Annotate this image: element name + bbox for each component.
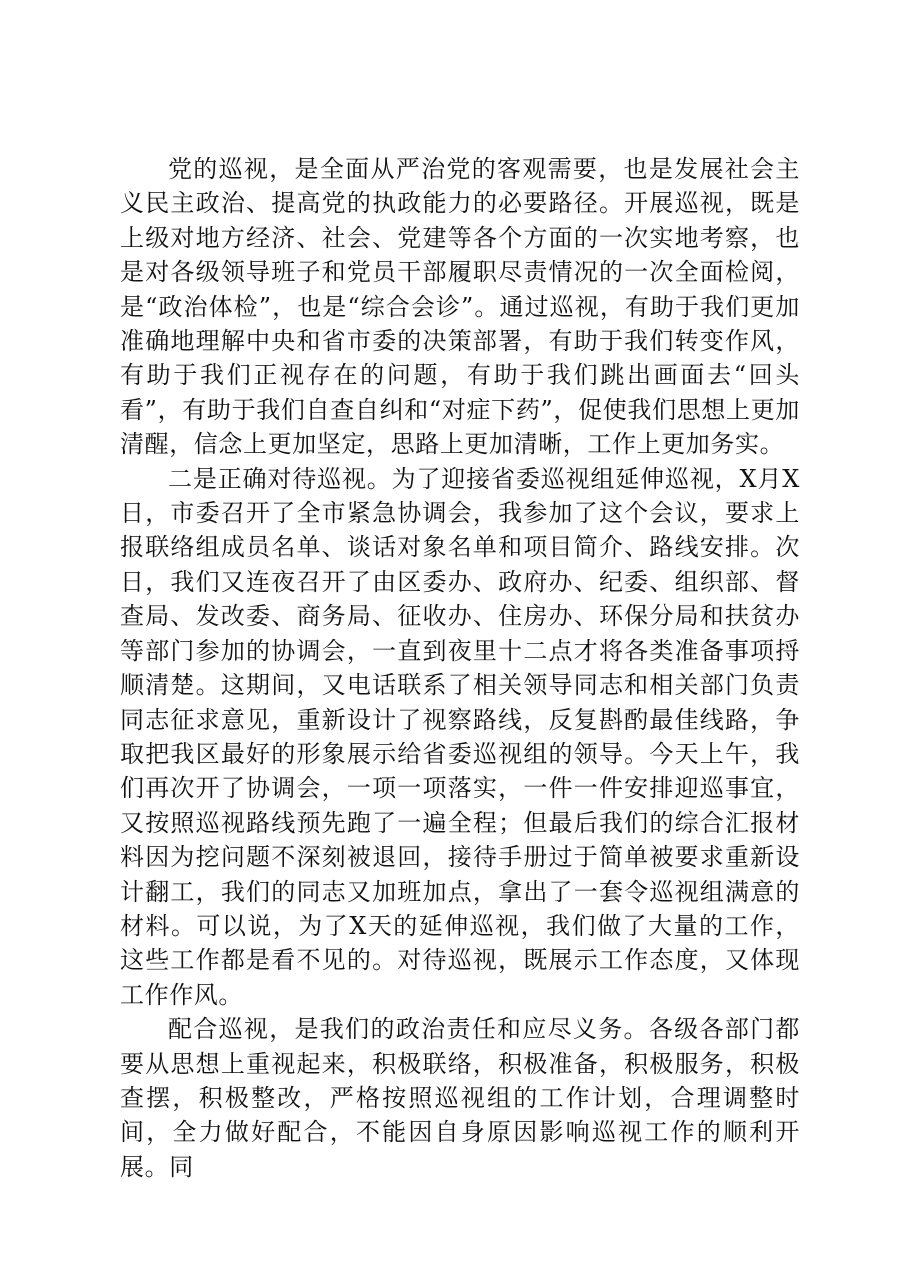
body-text [120, 152, 800, 1184]
paragraph-correct-attitude: 二是正确对待巡视。为了迎接省委巡视组延伸巡视，X月X日，市委召开了全市紧急协调会，我参加了这个会议，要求上报联络组成员名单、谈话对象名单和项目简介、路线安排。次日，我们又连夜召开了由区委办、政府办、纪委、组织部、督查局、发改委、商务局、征收办、住房办、环保分局和扶贫办等部门参加的协调会，一直到夜里十二点才将各类准备事项捋顺清楚。这期间，又电话联系了相关领导同志和相关部门负责同志征求意见，重新设计了视察路线，反复斟酌最佳线路，争取把我区最好的形象展示给省委巡视组的领导。今天上午，我们再次开了协调会，一项一项落实，一件一件安排迎巡事宜，又按照巡视路线预先跑了一遍全程；但最后我们的综合汇报材料因为挖问题不深刻被退回，接待手册过于简单被要求重新设计翻工，我们的同志又加班加点，拿出了一套令巡视组满意的材料。可以说，为了X天的延伸巡视，我们做了大量的工作，这些工作都是看不见的。对待巡视，既展示工作态度，又体现工作作风。 [120, 464, 800, 1009]
paragraph-inspection-significance: 党的巡视，是全面从严治党的客观需要，也是发展社会主义民主政治、提高党的执政能力的必要路径。开展巡视，既是上级对地方经济、社会、党建等各个方面的一次实地考察，也是对各级领导班子和党员干部履职尽责情况的一次全面检阅，是“政治体检”，也是“综合会诊”。通过巡视，有助于我们更加准确地理解中央和省市委的决策部署，有助于我们转变作风，有助于我们正视存在的问题，有助于我们跳出画面去“回头看”，有助于我们自查自纠和“对症下药”，促使我们思想上更加清醒，信念上更加坚定，思路上更加清晰，工作上更加务实。 [120, 155, 800, 459]
paragraph-cooperate-inspection: 配合巡视，是我们的政治责任和应尽义务。各级各部门都要从思想上重视起来，积极联络，积极准备，积极服务，积极查摆，积极整改，严格按照巡视组的工作计划，合理调整时间，全力做好配合，不能因自身原因影响巡视工作的顺利开展。同 [120, 1015, 800, 1181]
